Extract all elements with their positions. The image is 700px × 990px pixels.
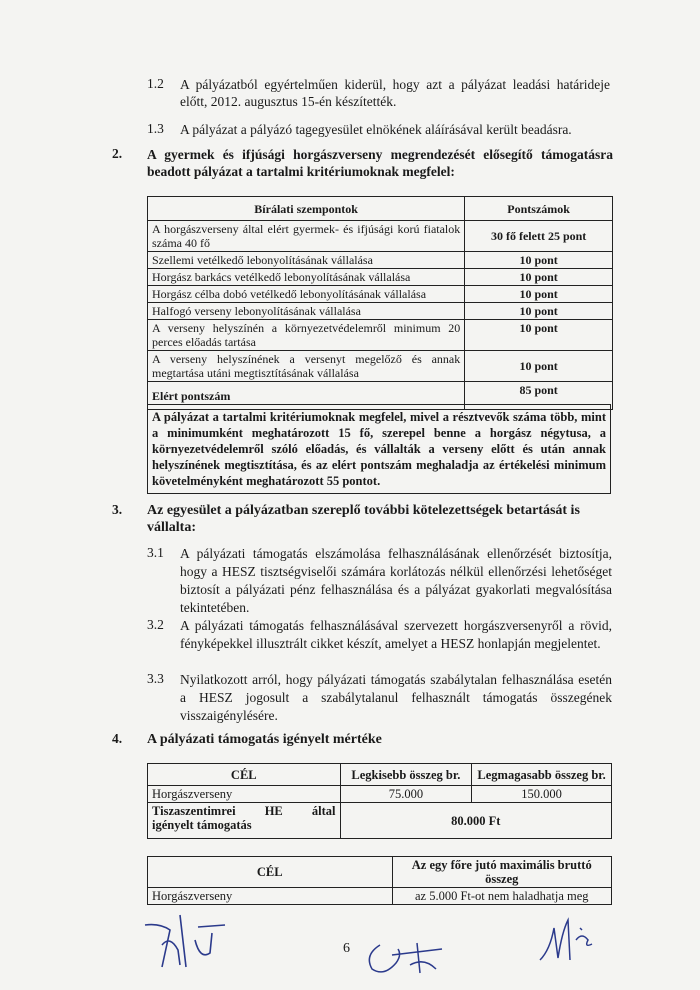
points-cell: 30 fő felett 25 pont	[465, 221, 613, 252]
goal-header: CÉL	[148, 857, 393, 888]
total-label: Elért pontszám	[148, 382, 465, 410]
signature-right-icon	[532, 910, 602, 970]
min-header: Legkisebb összeg br.	[340, 764, 472, 786]
item-number: 1.3	[147, 121, 164, 136]
page-number: 6	[343, 941, 350, 956]
table-row	[148, 269, 613, 286]
max-per-person-cell: az 5.000 Ft-ot nem haladhatja meg	[392, 888, 612, 905]
criteria-cell: Horgász célba dobó vetélkedő lebonyolításának vállalása	[148, 286, 465, 303]
table-row	[148, 803, 612, 839]
goal-cell: Horgászverseny	[148, 786, 341, 803]
table-row	[148, 786, 612, 803]
criteria-table	[147, 196, 613, 410]
section-number: 2.	[112, 146, 123, 161]
item-number: 3.1	[147, 545, 164, 560]
criteria-cell: Horgász barkács vetélkedő lebonyolításának vállalása	[148, 269, 465, 286]
requested-label: Tiszaszentimrei HE által igényelt támogatás	[148, 803, 341, 839]
points-cell: 10 pont	[465, 351, 613, 382]
section-number: 4.	[112, 731, 123, 746]
table-row	[148, 286, 613, 303]
amount-table	[147, 763, 612, 839]
points-cell: 10 pont	[465, 286, 613, 303]
criteria-cell: Halfogó verseny lebonyolításának vállalása	[148, 303, 465, 320]
item-3-1-text: A pályázati támogatás elszámolása felhasználásának ellenőrzését biztosítja, hogy a HESZ tisztségviselői számára korlátozás nélkül ellenőrzési lehetőséget biztosít a pályázati pénz felhasználása és a pályázat gyakorlati megvalósítása tekintetében.	[180, 546, 612, 615]
item-number: 3.2	[147, 617, 164, 632]
section-3-heading: Az egyesület a pályázatban szereplő további kötelezettségek betartását is vállalta:	[147, 503, 580, 535]
min-cell: 75.000	[340, 786, 472, 803]
item-3-2-text: A pályázati támogatás felhasználásával szervezett horgászversenyről a rövid, fényképekkel illusztrált cikket készít, amelyet a HESZ honlapján megjelentet.	[180, 618, 612, 651]
section-2-heading: A gyermek és ifjúsági horgászverseny megrendezését elősegítő támogatásra beadott pályázat a tartalmi kritériumoknak megfelel:	[147, 147, 613, 179]
criteria-header: Bírálati szempontok	[148, 197, 465, 221]
criteria-cell: A verseny helyszínének a versenyt megelőző és annak megtartása utáni megtisztításának vállalása	[148, 351, 465, 382]
table-row	[148, 888, 612, 905]
item-3-3-text: Nyilatkozott arról, hogy pályázati támogatás szabálytalan felhasználása esetén a HESZ jogosult a szabálytalanul felhasznált támogatás összegének visszaigénylésére.	[180, 672, 612, 723]
points-header: Pontszámok	[465, 197, 613, 221]
goal-cell: Horgászverseny	[148, 888, 393, 905]
max-header: Legmagasabb összeg br.	[472, 764, 612, 786]
table-row	[148, 351, 613, 382]
table-row	[148, 320, 613, 351]
points-cell: 10 pont	[465, 252, 613, 269]
criteria-cell: Szellemi vetélkedő lebonyolításának vállalása	[148, 252, 465, 269]
conclusion-box: A pályázat a tartalmi kritériumoknak megfelel, mivel a résztvevők száma több, mint a minimumként meghatározott 15 fő, szerepel benne a horgász négytusa, a környezetvédelemről szóló előadás, és vállalták a verseny előtt és után annak helyszínének megtisztítása, és az elért pontszám meghaladja az értékelési minimum követelményként meghatározott 55 pontot.	[147, 404, 611, 494]
item-number: 1.2	[147, 76, 164, 91]
points-cell: 10 pont	[465, 303, 613, 320]
section-4-heading: A pályázati támogatás igényelt mértéke	[147, 732, 382, 747]
table-row	[148, 303, 613, 320]
points-cell: 10 pont	[465, 320, 613, 351]
points-cell: 10 pont	[465, 269, 613, 286]
criteria-cell: A verseny helyszínén a környezetvédelemről minimum 20 perces előadás tartása	[148, 320, 465, 351]
criteria-cell: A horgászverseny által elért gyermek- és ifjúsági korú fiatalok száma 40 fő	[148, 221, 465, 252]
max-per-person-table	[147, 856, 612, 905]
requested-value: 80.000 Ft	[340, 803, 611, 839]
max-cell: 150.000	[472, 786, 612, 803]
signature-center-icon	[362, 935, 452, 980]
item-number: 3.3	[147, 671, 164, 686]
section-number: 3.	[112, 502, 123, 517]
table-row	[148, 252, 613, 269]
total-value: 85 pont	[465, 382, 613, 410]
signature-left-icon	[140, 905, 230, 975]
max-per-person-header: Az egy főre jutó maximális bruttó összeg	[392, 857, 612, 888]
goal-header: CÉL	[148, 764, 341, 786]
item-1-3-text: A pályázat a pályázó tagegyesület elnökének aláírásával került beadásra.	[180, 122, 572, 137]
item-1-2-text: A pályázatból egyértelműen kiderül, hogy azt a pályázat leadási határideje előtt, 2012. augusztus 15-én készítették.	[180, 77, 610, 109]
table-row	[148, 221, 613, 252]
